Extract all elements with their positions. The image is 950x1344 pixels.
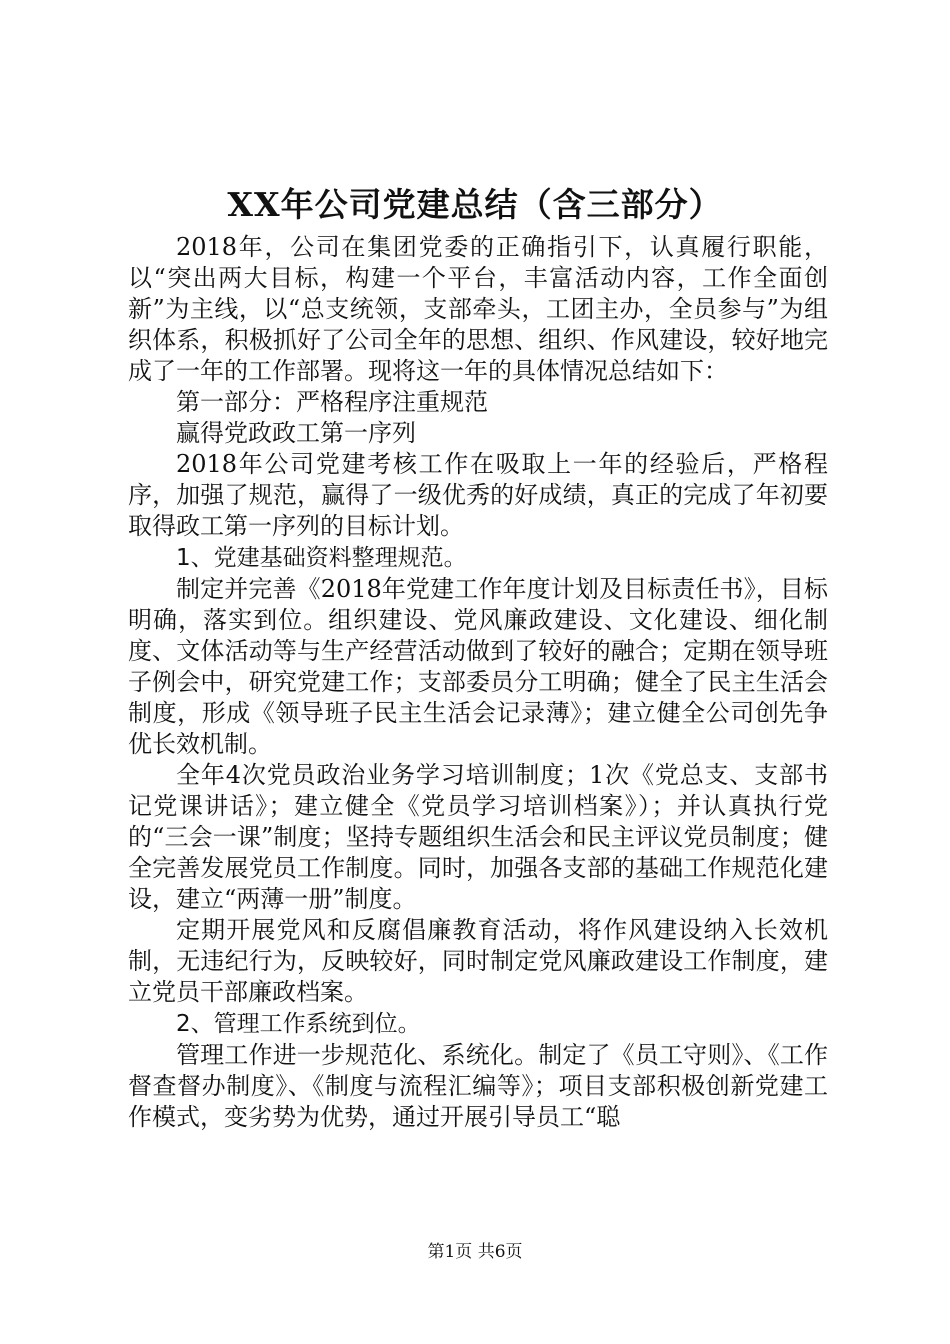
section-subheading: 赢得党政政工第一序列 — [176, 419, 416, 447]
paragraph-assessment: 2018年公司党建考核工作在吸取上一年的经验后，严格程序，加强了规范，赢得了一级优秀的好成绩，真正的完成了年初要取得政工第一序列的目标计划。 — [128, 450, 828, 540]
paragraph-integrity: 定期开展党风和反腐倡廉教育活动，将作风建设纳入长效机制，无违纪行为，反映较好，同时制定党风廉政建设工作制度，建立党员干部廉政档案。 — [128, 916, 828, 1006]
paragraph-intro: 2018年，公司在集团党委的正确指引下，认真履行职能，以“突出两大目标，构建一个平台，丰富活动内容，工作全面创新”为主线，以“总支统领，支部牵头，工团主办，全员参与”为组织体系，积极抓好了公司全年的思想、组织、作风建设，较好地完成了一年的工作部署。现将这一年的具体情况总结如下： — [128, 233, 828, 385]
item-heading-2: 2、管理工作系统到位。 — [176, 1011, 421, 1037]
paragraph-plan: 制定并完善《2018年党建工作年度计划及目标责任书》，目标明确，落实到位。组织建设、党风廉政建设、文化建设、细化制度、文体活动等与生产经营活动做到了较好的融合；定期在领导班子例会中，研究党建工作；支部委员分工明确；健全了民主生活会制度，形成《领导班子民主生活会记录薄》；建立健全公司创先争优长效机制。 — [128, 575, 828, 758]
paragraph-management: 管理工作进一步规范化、系统化。制定了《员工守则》、《工作督查督办制度》、《制度与流程汇编等》；项目支部积极创新党建工作模式，变劣势为优势，通过开展引导员工“聪 — [128, 1041, 828, 1131]
document-body — [128, 232, 828, 1133]
page-number-footer: 第1页 共6页 — [427, 1242, 523, 1262]
section-heading-part-one: 第一部分：严格程序注重规范 — [176, 388, 488, 416]
paragraph-training: 全年4次党员政治业务学习培训制度；1次《党总支、支部书记党课讲话》；建立健全《党员学习培训档案》）；并认真执行党的“三会一课”制度；坚持专题组织生活会和民主评议党员制度；健全完善发展党员工作制度。同时，加强各支部的基础工作规范化建设，建立“两薄一册”制度。 — [128, 761, 828, 913]
item-heading-1: 1、党建基础资料整理规范。 — [176, 545, 467, 571]
document-title: XX年公司党建总结（含三部分） — [227, 185, 723, 224]
